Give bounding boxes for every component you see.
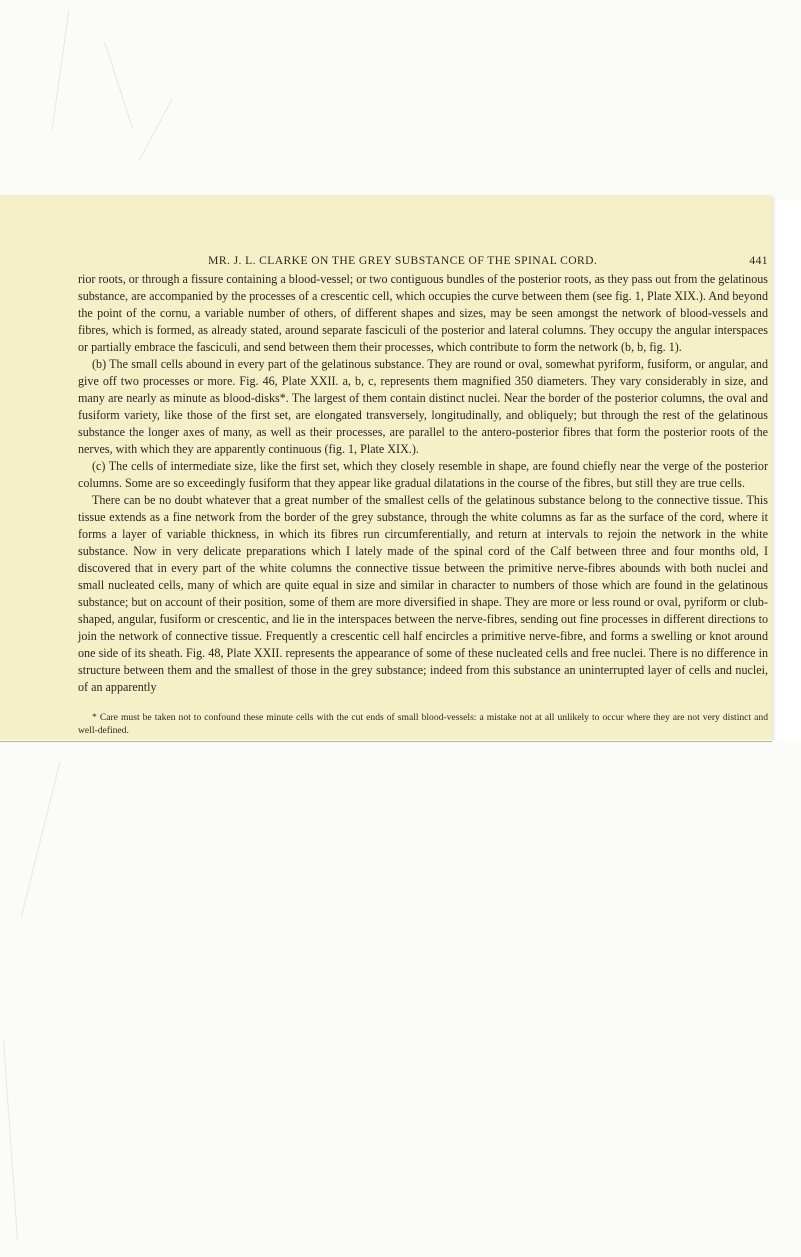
paper-crease — [52, 11, 70, 130]
paragraph: rior roots, or through a fissure containing a blood-vessel; or two contiguous bundles of the posterior roots, as they pass out from the gelatinous substance, are accompanied by the processes of a crescentic cell, which occupies the curve between them (see fig. 1, Plate XIX.). And beyond the point of the cornu, a variable number of others, of different shapes and sizes, may be seen amongst the network of blood-vessels and fibres, which is formed, as already stated, around separate fasciculi of the posterior and lateral columns. They occupy the angular interspaces or partially embrace the fasciculi, and send between them their processes, which contribute to form the network (b, b, fig. 1). — [78, 272, 768, 354]
paragraph: There can be no doubt whatever that a great number of the smallest cells of the gelatinous substance belong to the connective tissue. This tissue extends as a fine network from the border of the grey substance, through the white columns as far as the surface of the cord, where it forms a layer of variable thickness, in which its fibres run circumferentially, and return at intervals to rejoin the network in the white substance. Now in very delicate preparations which I lately made of the spinal cord of the Calf between three and four months old, I discovered that in every part of the white columns the connective tissue between the primitive nerve-fibres abounds with both nuclei and small nucleated cells, many of which are quite equal in size and similar in character to numbers of those which are found in the gelatinous substance; but on account of their position, some of them are more diversified in shape. They are more or less round or oval, pyriform or club-shaped, angular, fusiform or crescentic, and lie in the interspaces between the nerve-fibres, sending out fine processes in different directions to join the network of connective tissue. Frequently a crescentic cell half encircles a primitive nerve-fibre, and forms a swelling or knot around one side of its sheath. Fig. 48, Plate XXII. represents the appearance of some of these nucleated cells and free nuclei. There is no difference in structure between them and the smallest of those in the grey substance; indeed from this substance an uninterrupted layer of cells and nuclei, of an apparently — [78, 493, 768, 694]
paper-crease — [139, 99, 173, 161]
paragraph: (c) The cells of intermediate size, like the first set, which they closely resemble in shape, are found chiefly near the verge of the posterior columns. Some are so exceedingly fusiform that they appear like gradual dilatations in the course of the fibres, but still they are true cells. — [78, 459, 768, 490]
page-number: 441 — [749, 254, 768, 267]
footnote-text: * Care must be taken not to confound these minute cells with the cut ends of small blood-vessels: a mistake not at all unlikely to occur where they are not very distinct and well-defined. — [78, 712, 768, 736]
body-text — [78, 271, 768, 696]
page-margin-top — [0, 0, 801, 200]
paper-crease — [21, 762, 61, 917]
paper-crease — [104, 42, 133, 128]
paragraph: (b) The small cells abound in every part of the gelatinous substance. They are round or oval, somewhat pyriform, fusiform, or angular, and give off two processes or more. Fig. 46, Plate XXII. a, b, c, represents them magnified 350 diameters. They vary considerably in size, and many are nearly as minute as blood-disks*. The largest of them contain distinct nuclei. Near the border of the posterior columns, the oval and fusiform variety, like those of the first set, are elongated transversely, longitudinally, and obliquely; but through the rest of the gelatinous substance the longer axes of many, as well as their processes, are parallel to the antero-posterior fibres that form the posterior roots of the nerves, with which they are apparently continuous (fig. 1, Plate XIX.). — [78, 357, 768, 456]
page-edge — [0, 741, 772, 742]
paper-crease — [3, 1040, 18, 1240]
running-header — [78, 254, 768, 267]
footnote — [78, 712, 768, 738]
page-margin-bottom — [0, 740, 801, 1257]
running-title: MR. J. L. CLARKE ON THE GREY SUBSTANCE OF THE SPINAL CORD. — [208, 254, 598, 267]
